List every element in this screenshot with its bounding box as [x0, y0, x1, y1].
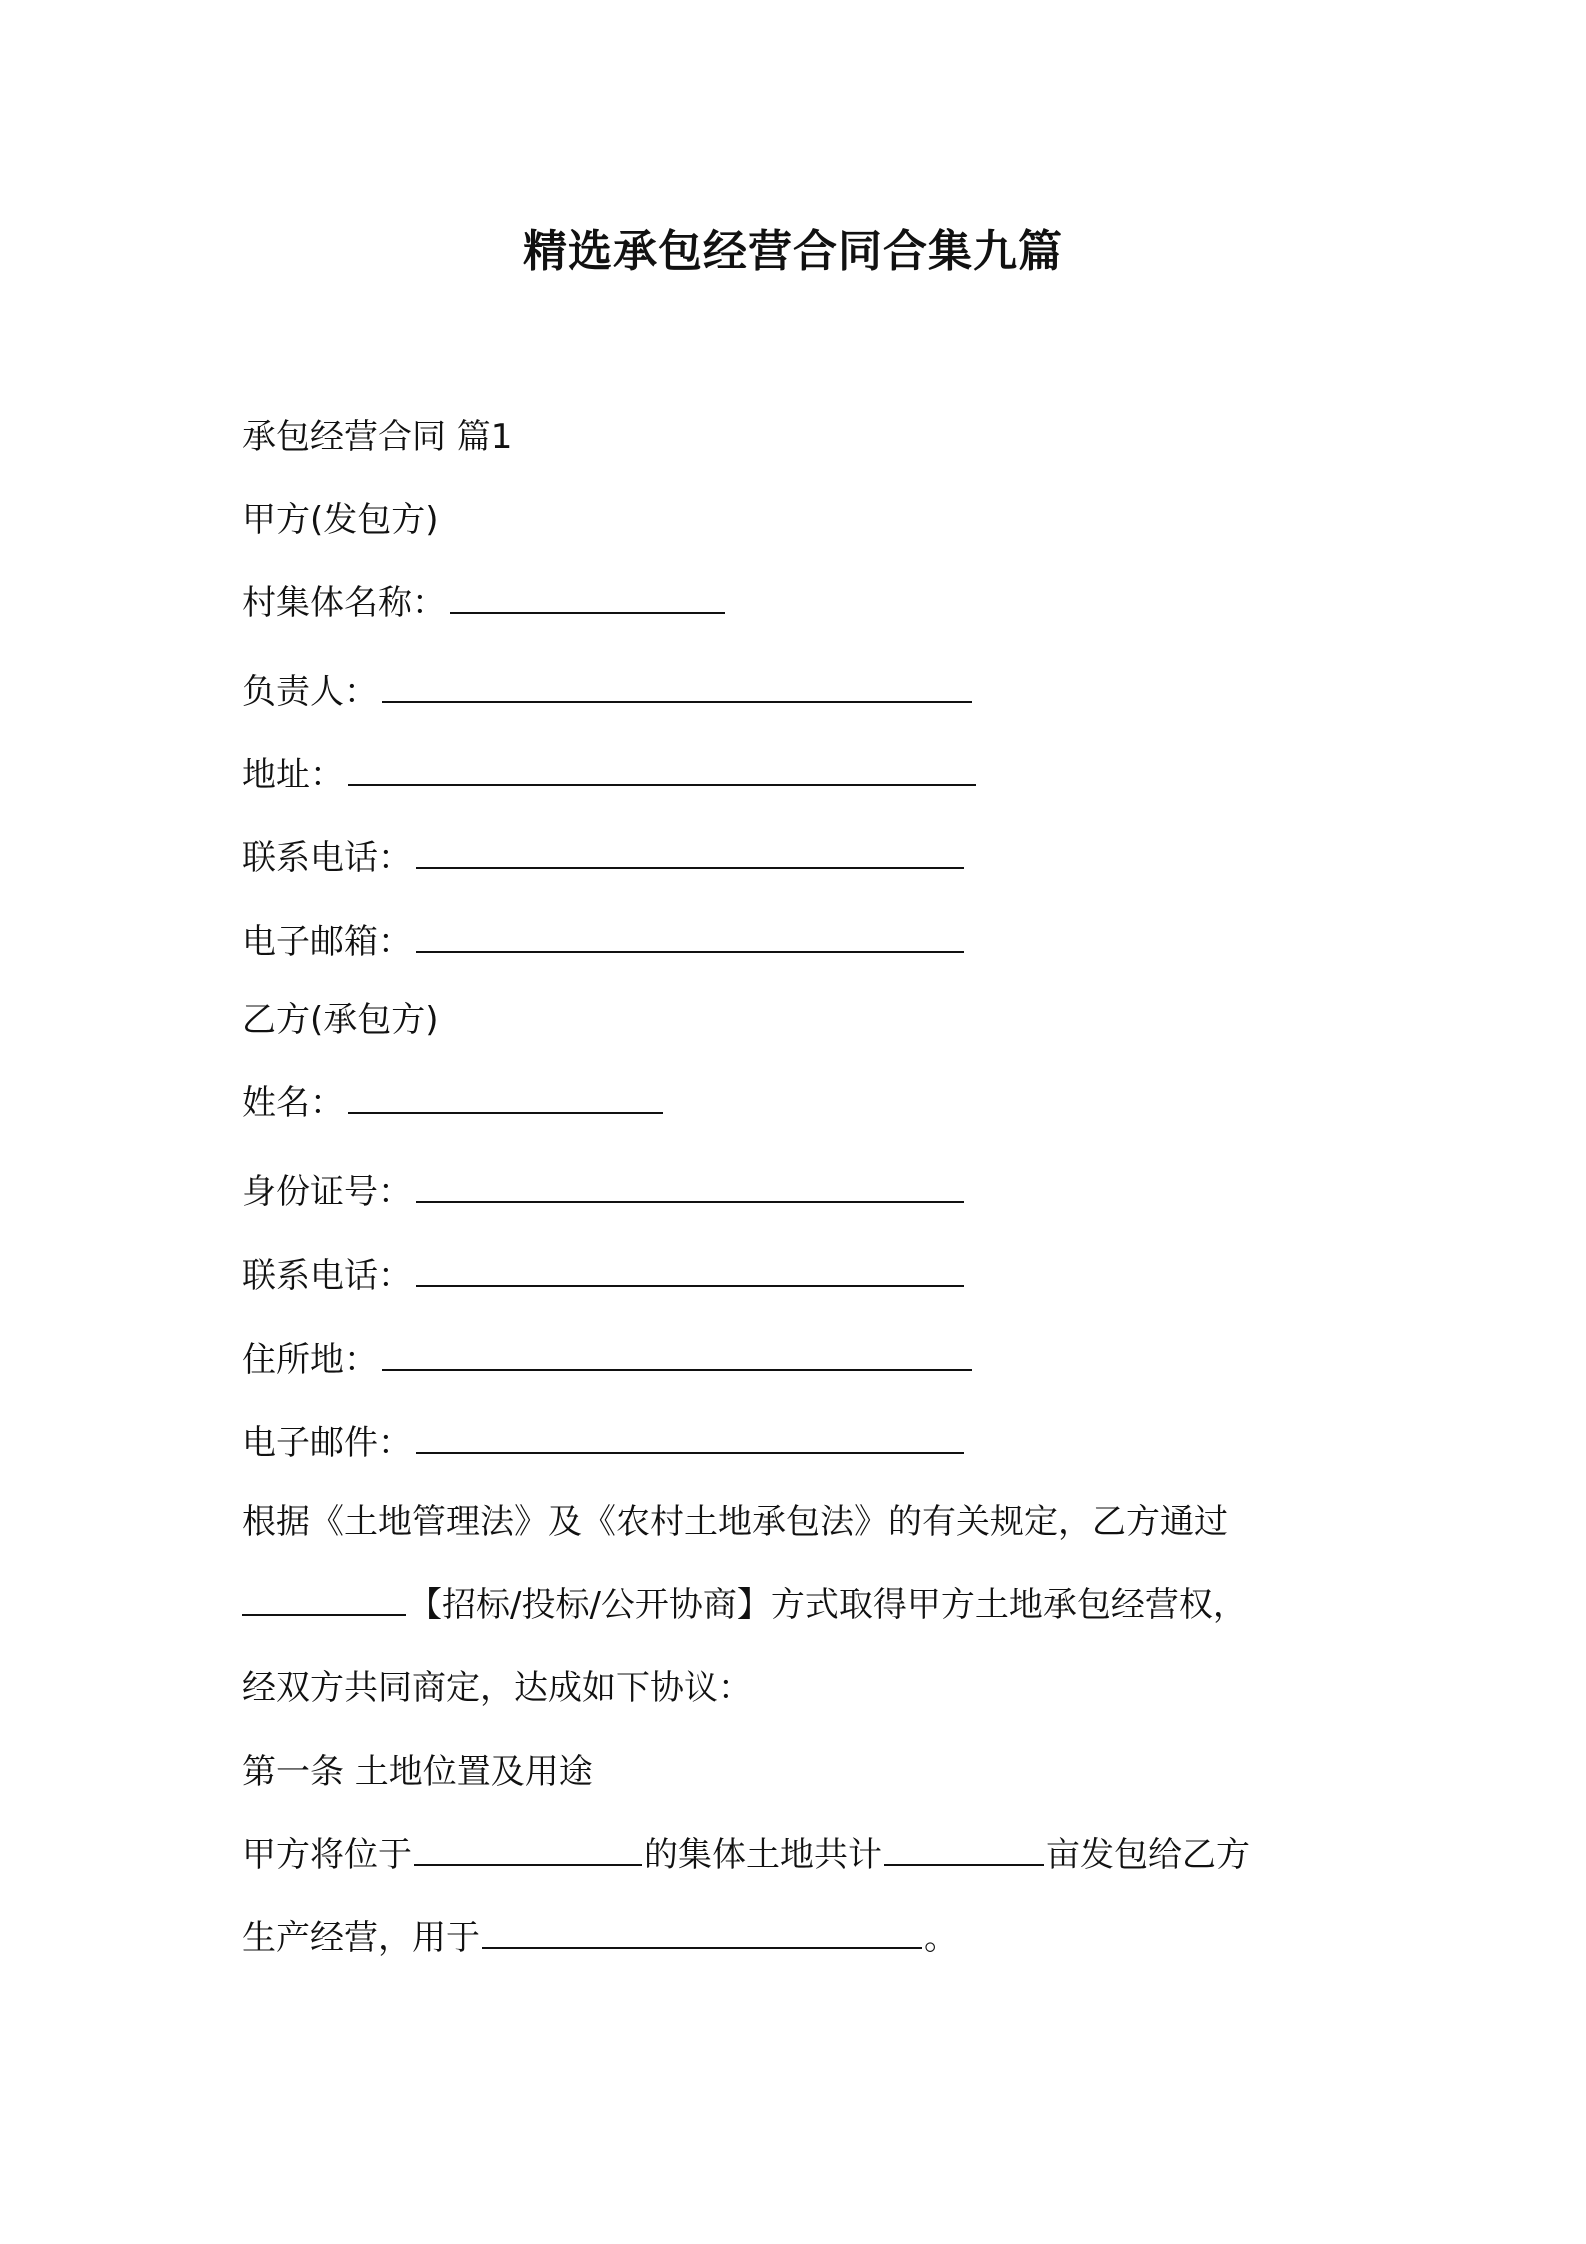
blank-line: [416, 1171, 964, 1203]
field-label: 电子邮件：: [242, 1423, 412, 1463]
blank-line: [416, 921, 964, 953]
blank-line: [348, 754, 976, 786]
blank-line: [884, 1834, 1044, 1866]
party-b-name-field: [242, 1081, 663, 1125]
blank-line: [416, 1422, 964, 1454]
field-label: 负责人：: [242, 672, 378, 712]
article-1-text-d: 生产经营，用于: [242, 1918, 480, 1958]
section-heading: 承包经营合同 篇1: [242, 417, 513, 457]
article-1-text-a: 甲方将位于: [242, 1835, 412, 1875]
party-b-email-field: [242, 1421, 964, 1465]
field-label: 电子邮箱：: [242, 922, 412, 962]
party-a-village-name-field: [242, 581, 725, 625]
blank-line: [416, 1255, 964, 1287]
party-b-id-field: [242, 1170, 964, 1214]
article-1-heading: 第一条 土地位置及用途: [242, 1752, 593, 1792]
article-1-text-b: 的集体土地共计: [644, 1835, 882, 1875]
blank-line: [450, 582, 725, 614]
field-label: 联系电话：: [242, 838, 412, 878]
blank-line: [416, 837, 964, 869]
preamble-line-2-text: 【招标/投标/公开协商】方式取得甲方土地承包经营权，: [408, 1585, 1247, 1625]
blank-line: [348, 1082, 663, 1114]
article-1-text-c: 亩发包给乙方: [1046, 1835, 1250, 1875]
article-1-text-e: 。: [924, 1918, 958, 1958]
party-a-heading: 甲方(发包方): [242, 500, 439, 540]
field-label: 身份证号：: [242, 1172, 412, 1212]
article-1-line-2: [242, 1916, 958, 1960]
preamble-line-1: 根据《土地管理法》及《农村土地承包法》的有关规定，乙方通过: [242, 1502, 1228, 1542]
field-label: 村集体名称：: [242, 583, 446, 623]
blank-line: [382, 671, 972, 703]
party-b-phone-field: [242, 1254, 964, 1298]
preamble-line-3: 经双方共同商定，达成如下协议：: [242, 1668, 752, 1708]
field-label: 地址：: [242, 755, 344, 795]
field-label: 联系电话：: [242, 1256, 412, 1296]
blank-line: [482, 1917, 922, 1949]
article-1-line-1: [242, 1833, 1250, 1877]
party-b-residence-field: [242, 1338, 972, 1382]
party-b-heading: 乙方(承包方): [242, 1000, 439, 1040]
blank-line: [414, 1834, 642, 1866]
field-label: 住所地：: [242, 1340, 378, 1380]
blank-line: [242, 1584, 406, 1616]
preamble-line-2: [242, 1583, 1247, 1627]
party-a-phone-field: [242, 836, 964, 880]
document-title: 精选承包经营合同合集九篇: [523, 226, 1063, 277]
party-a-address-field: [242, 753, 976, 797]
party-a-email-field: [242, 920, 964, 964]
blank-line: [382, 1339, 972, 1371]
party-a-responsible-field: [242, 670, 972, 714]
field-label: 姓名：: [242, 1083, 344, 1123]
